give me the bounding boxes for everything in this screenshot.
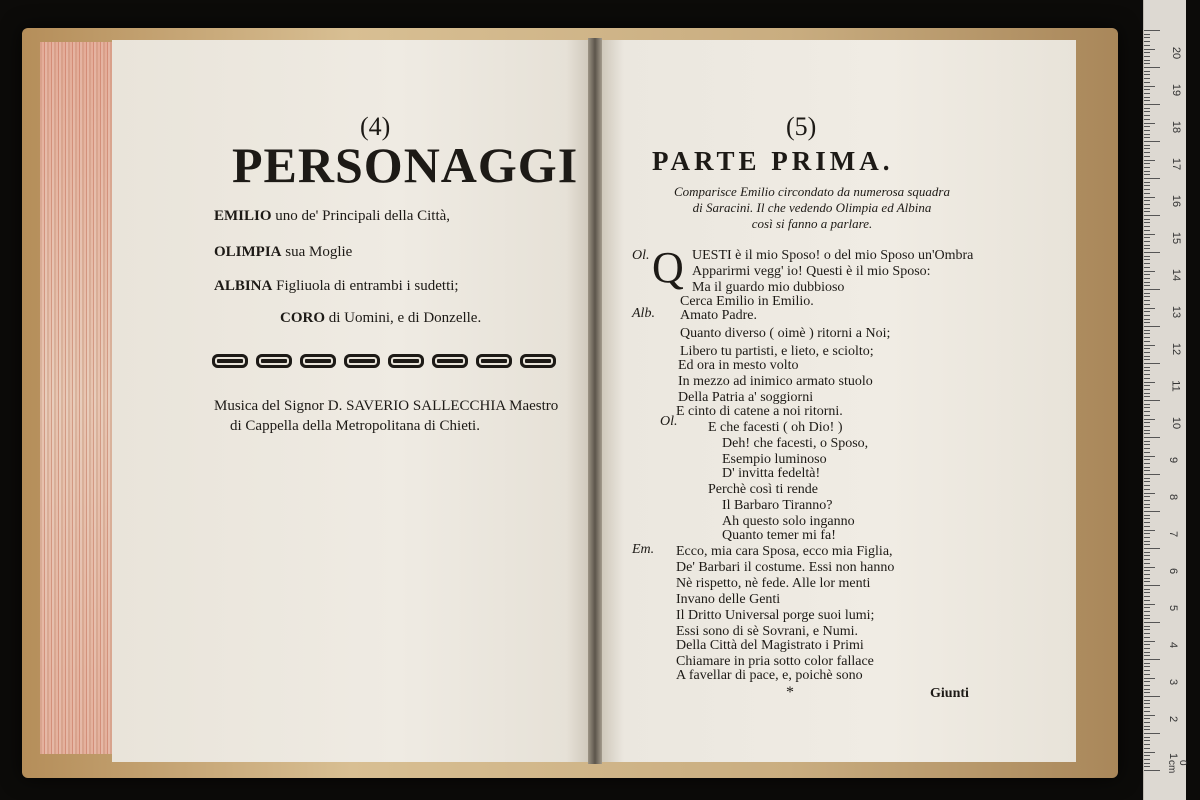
ruler-tick [1144, 422, 1150, 423]
ruler-tick [1144, 337, 1150, 338]
verse-line: Amato Padre. [680, 308, 757, 323]
ruler-tick [1144, 130, 1150, 131]
ruler-tick [1144, 596, 1150, 597]
ruler-tick [1144, 585, 1160, 586]
verse-line: Perchè così ti rende [708, 482, 819, 497]
ruler-tick [1144, 378, 1150, 379]
ruler-tick [1144, 374, 1150, 375]
ruler-tick [1144, 448, 1150, 449]
ruler-tick [1144, 126, 1150, 127]
ruler-tick [1144, 733, 1160, 734]
ruler-tick [1144, 692, 1150, 693]
ruler-tick [1144, 215, 1160, 216]
ruler-tick [1144, 367, 1150, 368]
ruler-tick [1144, 123, 1155, 124]
ruler-number: 7 [1167, 530, 1180, 537]
ruler-tick [1144, 345, 1155, 346]
verse-line: Quanto diverso ( oimè ) ritorni a Noi; [680, 326, 891, 341]
verse-line: Cerca Emilio in Emilio. [680, 294, 814, 309]
right-page-number: (5) [786, 112, 817, 141]
ruler-tick [1144, 71, 1150, 72]
ruler-tick [1144, 370, 1150, 371]
ruler-tick [1144, 189, 1150, 190]
verse-line: UESTI è il mio Sposo! o del mio Sposo un'Ombra [692, 248, 974, 263]
ruler-tick [1144, 426, 1150, 427]
ruler-tick [1144, 93, 1150, 94]
ruler-tick [1144, 548, 1160, 549]
ruler-tick [1144, 197, 1155, 198]
ruler-tick [1144, 385, 1150, 386]
ruler-tick [1144, 308, 1155, 309]
verse-line: Il Dritto Universal porge suoi lumi; [676, 608, 875, 623]
ruler-tick [1144, 230, 1150, 231]
ruler-tick [1144, 489, 1150, 490]
ruler-tick [1144, 578, 1150, 579]
verse-line: In mezzo ad inimico armato stuolo [678, 374, 873, 389]
ruler-tick [1144, 463, 1150, 464]
ruler-tick [1144, 74, 1150, 75]
left-page-number: (4) [360, 112, 391, 141]
ruler-tick [1144, 685, 1150, 686]
ruler-tick [1144, 555, 1150, 556]
ruler-tick [1144, 441, 1150, 442]
ruler-tick [1144, 252, 1160, 253]
verse-line: Quanto temer mi fa! [722, 528, 836, 543]
ruler-number: 14 [1170, 268, 1183, 281]
ruler-tick [1144, 134, 1150, 135]
ruler-number: 5 [1167, 604, 1180, 611]
cast-desc: Figliuola di entrambi i sudetti; [276, 278, 459, 294]
ruler-tick [1144, 515, 1150, 516]
ruler-tick [1144, 108, 1150, 109]
ruler-tick [1144, 581, 1150, 582]
ruler-number: 6 [1167, 567, 1180, 574]
ruler-number: 12 [1170, 342, 1183, 355]
ruler-tick [1144, 541, 1150, 542]
ruler-tick [1144, 82, 1150, 83]
ruler-tick [1144, 670, 1150, 671]
ruler-tick [1144, 411, 1150, 412]
ruler-number: 15 [1170, 231, 1183, 244]
ruler-tick [1144, 167, 1150, 168]
cast-desc: sua Moglie [285, 244, 353, 260]
ruler-tick [1144, 193, 1150, 194]
ruler-tick [1144, 359, 1150, 360]
ruler-number: 13 [1170, 305, 1183, 318]
ruler-tick [1144, 382, 1155, 383]
cast-entry [214, 208, 450, 225]
ruler-tick [1144, 496, 1150, 497]
ruler-tick [1144, 700, 1150, 701]
ruler-tick [1144, 470, 1150, 471]
ruler-tick [1144, 604, 1155, 605]
speaker-label: Ol. [632, 248, 650, 263]
ruler-tick [1144, 681, 1150, 682]
ruler-tick [1144, 600, 1150, 601]
ruler-tick [1144, 259, 1150, 260]
ruler-tick [1144, 271, 1155, 272]
ruler-tick [1144, 744, 1150, 745]
ruler-tick [1144, 37, 1150, 38]
ruler-tick [1144, 574, 1150, 575]
ruler-tick [1144, 663, 1150, 664]
ruler-tick [1144, 407, 1150, 408]
verse-line: Essi sono di sè Sovrani, e Numi. [676, 624, 858, 639]
verse-line: Il Barbaro Tiranno? [722, 498, 833, 513]
cast-entry [214, 278, 459, 295]
ruler-tick [1144, 356, 1150, 357]
ruler-tick [1144, 396, 1150, 397]
ruler-tick [1144, 763, 1150, 764]
ruler-number: 9 [1167, 456, 1180, 463]
ruler-tick [1144, 148, 1150, 149]
ruler-tick [1144, 530, 1155, 531]
ruler-tick [1144, 41, 1150, 42]
page-edges [40, 42, 112, 754]
ruler-tick [1144, 248, 1150, 249]
ruler-tick [1144, 648, 1150, 649]
ruler-tick [1144, 626, 1150, 627]
ruler-tick [1144, 330, 1150, 331]
ruler-tick [1144, 644, 1150, 645]
ruler-number: 2 [1167, 715, 1180, 722]
ruler-tick [1144, 341, 1150, 342]
speaker-label: Alb. [632, 306, 655, 321]
ruler-tick [1144, 326, 1160, 327]
verse-line: Ah questo solo inganno [722, 514, 855, 529]
ruler-tick [1144, 60, 1150, 61]
ruler-tick [1144, 267, 1150, 268]
verse-line: Ed ora in mesto volto [678, 358, 799, 373]
ruler-tick [1144, 500, 1150, 501]
verse-line: Apparirmi vegg' io! Questi è il mio Sposo: [692, 264, 931, 279]
ruler-tick [1144, 45, 1150, 46]
ruler-tick [1144, 119, 1150, 120]
ruler-number: 8 [1167, 493, 1180, 500]
ruler-tick [1144, 67, 1160, 68]
measurement-ruler [1143, 0, 1186, 800]
ruler-tick [1144, 274, 1150, 275]
ruler-tick [1144, 234, 1155, 235]
ruler-tick [1144, 300, 1150, 301]
music-credit-line-1: Musica del Signor D. SAVERIO SALLECCHIA Maestro [214, 398, 559, 414]
ruler-tick [1144, 559, 1150, 560]
ruler-number: 1 [1167, 752, 1180, 759]
verse-line: Ecco, mia cara Sposa, ecco mia Figlia, [676, 544, 893, 559]
ruler-tick [1144, 748, 1150, 749]
signature-mark: * [786, 684, 794, 701]
ruler-tick [1144, 622, 1160, 623]
ruler-tick [1144, 333, 1150, 334]
ruler-tick [1144, 659, 1160, 660]
ruler-tick [1144, 444, 1150, 445]
ruler-tick [1144, 182, 1150, 183]
ruler-tick [1144, 707, 1150, 708]
verse-line: Della Città del Magistrato i Primi [676, 638, 864, 653]
ruler-tick [1144, 137, 1150, 138]
stage-direction-line: di Saracini. Il che vedendo Olimpia ed Albina [692, 200, 932, 215]
ruler-tick [1144, 352, 1150, 353]
ruler-tick [1144, 237, 1150, 238]
ruler-number: 11 [1169, 379, 1182, 392]
speaker-label: Ol. [660, 414, 678, 429]
ruler-tick [1144, 419, 1155, 420]
ruler-tick [1144, 363, 1160, 364]
ruler-tick [1144, 256, 1150, 257]
ruler-tick [1144, 526, 1150, 527]
ruler-tick [1144, 282, 1150, 283]
cast-desc: uno de' Principali della Città, [275, 208, 451, 224]
ruler-tick [1144, 222, 1150, 223]
ruler-tick [1144, 711, 1150, 712]
left-page-title: PERSONAGGI [232, 137, 579, 193]
ruler-tick [1144, 511, 1160, 512]
verse-line: Chiamare in pria sotto color fallace [676, 654, 874, 669]
ruler-tick [1144, 666, 1150, 667]
ruler-tick [1144, 570, 1150, 571]
ruler-tick [1144, 696, 1160, 697]
ruler-tick [1144, 592, 1150, 593]
ruler-tick [1144, 637, 1150, 638]
ruler-tick [1144, 226, 1150, 227]
ruler-tick [1144, 641, 1155, 642]
ruler-tick [1144, 211, 1150, 212]
ruler-tick [1144, 289, 1160, 290]
verse-line: Nè rispetto, nè fede. Alle lor menti [676, 576, 871, 591]
drop-cap: Q [652, 243, 684, 292]
ruler-tick [1144, 86, 1155, 87]
ruler-tick [1144, 629, 1150, 630]
ruler-tick [1144, 178, 1160, 179]
ruler-tick [1144, 766, 1150, 767]
cast-desc: di Uomini, e di Donzelle. [328, 310, 482, 326]
ruler-tick [1144, 522, 1150, 523]
ruler-tick [1144, 156, 1150, 157]
ruler-tick [1144, 30, 1160, 31]
catchword: Giunti [930, 686, 969, 701]
ruler-tick [1144, 78, 1150, 79]
ruler-tick [1144, 415, 1150, 416]
ruler-tick [1144, 100, 1150, 101]
ruler-tick [1144, 689, 1150, 690]
ruler-tick [1144, 89, 1150, 90]
ruler-tick [1144, 474, 1160, 475]
ruler-tick [1144, 459, 1150, 460]
ruler-tick [1144, 185, 1150, 186]
ruler-tick [1144, 49, 1155, 50]
ruler-tick [1144, 219, 1150, 220]
ruler-tick [1144, 703, 1150, 704]
verse-line: E che facesti ( oh Dio! ) [708, 420, 843, 435]
ruler-tick [1144, 678, 1155, 679]
cast-name: ALBINA [214, 278, 273, 294]
cast-entry [214, 244, 352, 261]
ruler-tick [1144, 56, 1150, 57]
ruler-tick [1144, 104, 1160, 105]
ruler-tick [1144, 171, 1150, 172]
ruler-tick [1144, 722, 1150, 723]
ruler-number: 18 [1170, 120, 1183, 133]
ruler-tick [1144, 304, 1150, 305]
ruler-tick [1144, 759, 1150, 760]
ruler-tick [1144, 485, 1150, 486]
ruler-tick [1144, 504, 1150, 505]
ruler-tick [1144, 430, 1150, 431]
ruler-tick [1144, 433, 1150, 434]
verse-line: A favellar di pace, e, poichè sono [676, 668, 863, 683]
right-page-title: PARTE PRIMA. [652, 146, 894, 176]
ruler-tick [1144, 467, 1150, 468]
cast-name: EMILIO [214, 208, 272, 224]
ruler-tick [1144, 737, 1150, 738]
ruler-tick [1144, 97, 1150, 98]
ruler-tick [1144, 611, 1150, 612]
stage-direction-line: Comparisce Emilio circondato da numerosa squadra [674, 184, 950, 199]
ruler-tick [1144, 141, 1160, 142]
ruler-number: 3 [1167, 678, 1180, 685]
verse-line: Deh! che facesti, o Sposo, [722, 436, 869, 451]
ruler-tick [1144, 755, 1150, 756]
ruler-tick [1144, 152, 1150, 153]
ruler-tick [1144, 34, 1150, 35]
ruler-tick [1144, 63, 1150, 64]
ruler-tick [1144, 160, 1155, 161]
ruler-tick [1144, 115, 1150, 116]
decorative-ornament-row [212, 354, 556, 368]
ruler-number: 20 [1170, 46, 1183, 59]
ruler-number: 17 [1170, 157, 1183, 170]
ruler-number: 4 [1167, 641, 1180, 648]
ruler-tick [1144, 348, 1150, 349]
ruler-number: 10 [1170, 416, 1183, 429]
ruler-tick [1144, 200, 1150, 201]
ruler-tick [1144, 718, 1150, 719]
ruler-tick [1144, 393, 1150, 394]
stage-direction-line: così si fanno a parlare. [751, 216, 873, 231]
ruler-unit-label: 0 cm [1166, 760, 1188, 774]
ruler-tick [1144, 241, 1150, 242]
ruler-tick [1144, 507, 1150, 508]
ruler-tick [1144, 493, 1155, 494]
ruler-tick [1144, 481, 1150, 482]
ruler-tick [1144, 655, 1150, 656]
ruler-tick [1144, 285, 1150, 286]
ruler-tick [1144, 296, 1150, 297]
ruler-tick [1144, 607, 1150, 608]
ruler-tick [1144, 404, 1150, 405]
ruler-tick [1144, 145, 1150, 146]
ruler-tick [1144, 52, 1150, 53]
ruler-tick [1144, 478, 1150, 479]
ruler-tick [1144, 456, 1155, 457]
ruler-tick [1144, 537, 1150, 538]
verse-line: De' Barbari il costume. Essi non hanno [676, 560, 895, 575]
ruler-tick [1144, 208, 1150, 209]
ruler-number: 19 [1170, 83, 1183, 96]
ruler-tick [1144, 674, 1150, 675]
ruler-tick [1144, 111, 1150, 112]
ruler-tick [1144, 311, 1150, 312]
ruler-tick [1144, 437, 1160, 438]
ruler-tick [1144, 389, 1150, 390]
verse-line: Invano delle Genti [676, 592, 781, 607]
ruler-tick [1144, 615, 1150, 616]
ruler-tick [1144, 770, 1160, 771]
ruler-tick [1144, 563, 1150, 564]
verse-line: E cinto di catene a noi ritorni. [676, 404, 843, 419]
ruler-tick [1144, 322, 1150, 323]
ruler-tick [1144, 452, 1150, 453]
speaker-label: Em. [632, 542, 655, 557]
ruler-tick [1144, 278, 1150, 279]
ruler-tick [1144, 618, 1150, 619]
ruler-tick [1144, 752, 1155, 753]
verse-line: Libero tu partisti, e lieto, e sciolto; [680, 344, 874, 359]
music-credit-line-2: di Cappella della Metropolitana di Chieti. [230, 418, 480, 434]
ruler-tick [1144, 533, 1150, 534]
ruler-tick [1144, 518, 1150, 519]
cast-name: CORO [280, 310, 325, 326]
ruler-tick [1144, 715, 1155, 716]
ruler-tick [1144, 319, 1150, 320]
ruler-tick [1144, 567, 1155, 568]
ruler-tick [1144, 400, 1160, 401]
ruler-tick [1144, 204, 1150, 205]
book-gutter [588, 38, 602, 764]
ruler-tick [1144, 726, 1150, 727]
ruler-tick [1144, 544, 1150, 545]
verse-line: Esempio luminoso [722, 452, 827, 467]
verse-line: D' invitta fedeltà! [722, 466, 821, 481]
cast-entry [280, 310, 481, 327]
ruler-tick [1144, 263, 1150, 264]
ruler-tick [1144, 174, 1150, 175]
ruler-tick [1144, 315, 1150, 316]
ruler-tick [1144, 740, 1150, 741]
cast-name: OLIMPIA [214, 244, 282, 260]
ruler-tick [1144, 552, 1150, 553]
ruler-tick [1144, 589, 1150, 590]
ruler-tick [1144, 633, 1150, 634]
verse-line: Della Patria a' soggiorni [678, 390, 814, 405]
verse-line: Ma il guardo mio dubbioso [692, 280, 845, 295]
ruler-number: 16 [1170, 194, 1183, 207]
ruler-tick [1144, 293, 1150, 294]
ruler-tick [1144, 652, 1150, 653]
ruler-tick [1144, 163, 1150, 164]
ruler-tick [1144, 729, 1150, 730]
ruler-tick [1144, 245, 1150, 246]
